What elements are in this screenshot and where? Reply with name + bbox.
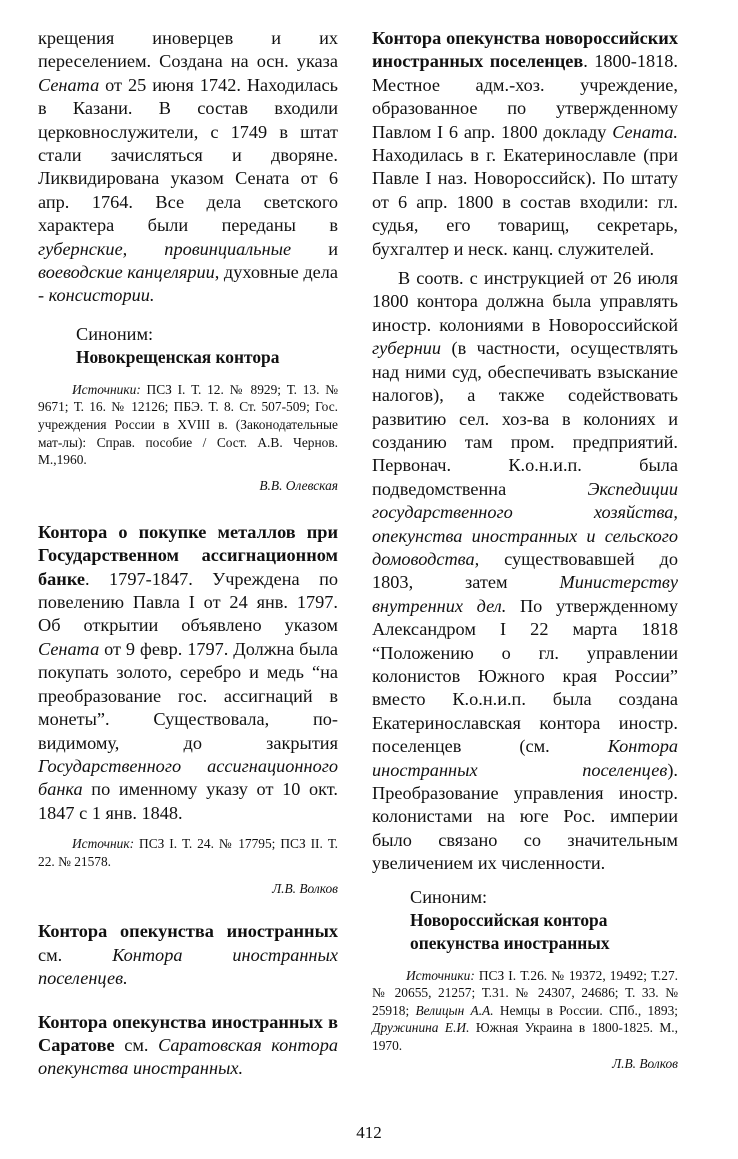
sources: Источник: ПСЗ I. Т. 24. № 17795; ПСЗ II. Т. 22. № 21578.: [38, 836, 338, 869]
author-signature: В.В. Олевская: [259, 477, 338, 493]
entry-see-reference: Контора опекунства иностранных см. Контора иностранных поселенцев.: [38, 921, 338, 989]
entry-paragraph: В соотв. с инструкцией от 26 июля 1800 контора должна была управлять иностр. колониями в Новороссийской губернии (в частности, осуществлять над ними суд, обеспечивать взыскание налогов), а также содействовать развитию сел. хоз-ва в колониях и созданию там пром. предприятий. Первонач. К.о.н.и.п. была подведомственна Экспедиции государственного хозяйства, опекунства иностранных и сельского домоводства, существовавшей до 1803, затем Министерству внутренних дел. По утвержденному Александром I 22 марта 1818 “Положению о гл. управлении колонистов Южного края России” вместо К.о.н.и.п. была создана Екатеринославская контора иностр. поселенцев (см. Контора иностранных поселенцев). Преобразование управления иностр. колонистами на юге Рос. империи было связано со значительным увеличением их численности.: [372, 268, 678, 874]
author-signature: Л.В. Волков: [272, 881, 338, 897]
sources: Источники: ПСЗ I. Т. 12. № 8929; Т. 13. № 9671; Т. 16. № 12126; ПБЭ. Т. 8. Ст. 507-509; Гос. учреждения России в XVIII в. (Законодательные мат-лы): Справ. пособие / Сост. А.В. Чернов. М.,1960.: [38, 381, 338, 468]
synonym-term: Новокрещенская контора: [76, 346, 280, 367]
left-column: [38, 27, 338, 1081]
entry-novorossiysk-office: Контора опекунства новороссийских иностранных поселенцев. 1800-1818. Местное адм.-хоз. учреждение, образованное по утвержденному Павлом I 6 апр. 1800 докладу Сената. Находилась в г. Екатеринославле (при Павле I наз. Новороссийск). По штату от 6 апр. 1800 в состав входили: гл. судья, его товарищ, секретарь, бухгалтер и неск. канц. служителей.: [372, 28, 678, 259]
entry-metal-purchase-office: Контора о покупке металлов при Государственном ассигнационном банке. 1797-1847. Учреждена по повелению Павла I от 24 янв. 1797. Об открытии объявлено указом Сената от 9 февр. 1797. Должна была покупать золото, серебро и медь “на преобразование гос. ассигнаций в монеты”. Существовала, по-видимому, до закрытия Государственного ассигнационного банка по именному указу от 10 окт. 1847 с 1 янв. 1848.: [38, 521, 338, 823]
synonym-term: Новороссийская контора опекунства иностранных: [410, 909, 610, 953]
right-column: [372, 27, 678, 1073]
synonym-label: Синоним:: [410, 886, 488, 907]
page-number: 412: [356, 1123, 382, 1142]
sources: Источники: ПСЗ I. Т.26. № 19372, 19492; Т.27. № 20655, 21257; Т.31. № 24307, 24686; Т. 33. № 25918; Велицын А.А. Немцы в России. СПб., 1893; Дружинина Е.И. Южная Украина в 1800-1825. М., 1970.: [372, 967, 679, 1053]
entry-see-reference: Контора опекунства иностранных в Саратове см. Саратовская контора опекунства иностранных.: [38, 1011, 338, 1079]
entry-continuation: крещения иноверцев и их переселением. Создана на осн. указа Сената от 25 июня 1742. Находилась в Казани. В состав входили церковнослужители, с 1749 в штат стали зачисляться и дворяне. Ликвидирована указом Сената от 6 апр. 1764. Все дела светского характера были переданы в губернские, провинциальные и воеводские канцелярии, духовные дела - консистории.: [38, 28, 339, 306]
synonym-label: Синоним:: [76, 323, 154, 344]
author-signature: Л.В. Волков: [612, 1055, 678, 1071]
